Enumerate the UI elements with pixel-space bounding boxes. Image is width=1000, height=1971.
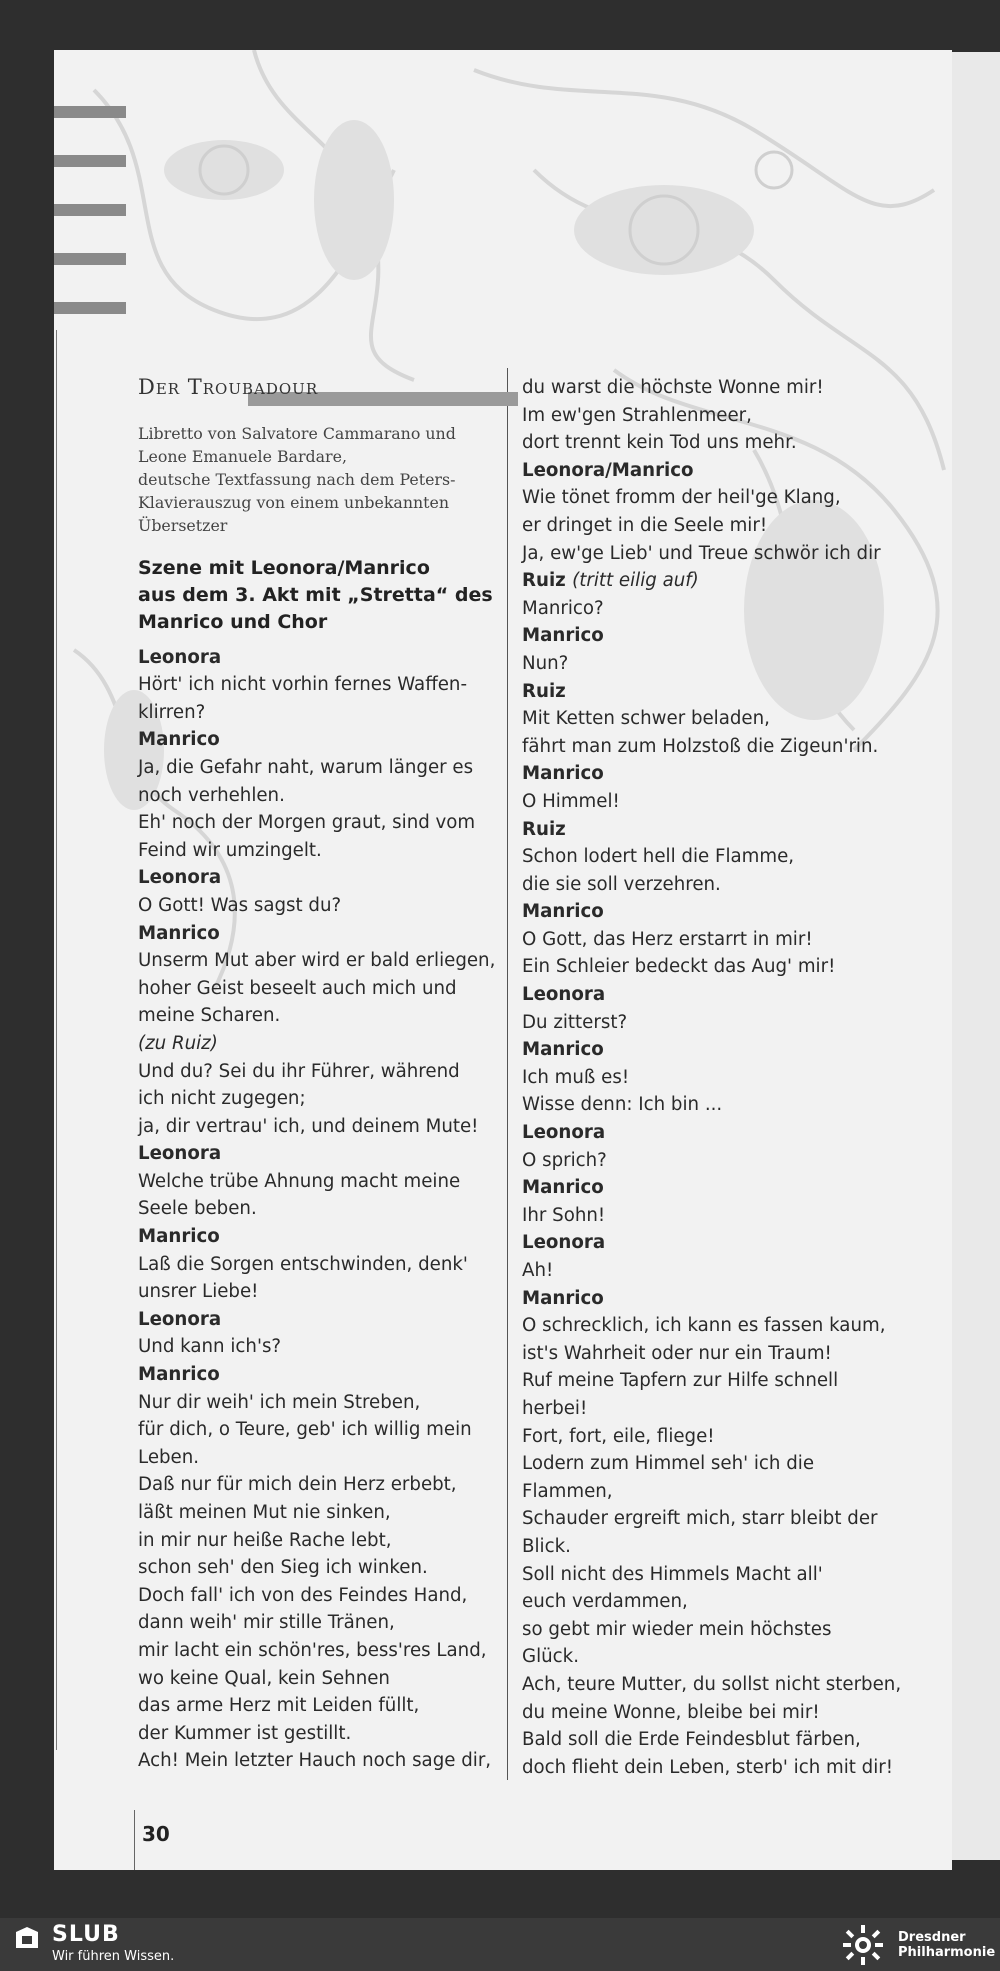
speaker-name: Ruiz xyxy=(522,570,573,592)
credit-line: Übersetzer xyxy=(138,515,228,535)
speaker-name: Leonora xyxy=(138,646,222,668)
libretto-line: der Kummer ist gestillt. xyxy=(138,1722,352,1744)
speaker-name: Ruiz xyxy=(522,818,566,840)
credit-line: Libretto von Salvatore Cammarano und xyxy=(138,423,456,443)
libretto-line: Ach! Mein letzter Hauch noch sage dir, xyxy=(138,1750,492,1772)
libretto-line: O Gott, das Herz erstarrt in mir! xyxy=(522,928,813,950)
libretto-line: so gebt mir wieder mein höchstes xyxy=(522,1618,832,1640)
speaker-name: Manrico xyxy=(522,1287,604,1309)
libretto-line: er dringet in die Seele mir! xyxy=(522,514,768,536)
speaker-name: Leonora/Manrico xyxy=(522,459,694,481)
libretto-line: Laß die Sorgen entschwinden, denk' xyxy=(138,1253,468,1275)
libretto-line: das arme Herz mit Leiden füllt, xyxy=(138,1695,420,1717)
libretto-line: Ruf meine Tapfern zur Hilfe schnell xyxy=(522,1370,839,1392)
libretto-line: Nun? xyxy=(522,652,569,674)
speaker-name: Leonora xyxy=(138,1308,222,1330)
dresdner-philharmonie-logo-icon xyxy=(842,1924,884,1966)
speaker-name: Manrico xyxy=(138,922,220,944)
speaker-name: Leonora xyxy=(522,1232,606,1254)
speaker-name: Manrico xyxy=(522,1177,604,1199)
facing-page-edge xyxy=(952,52,1000,1860)
libretto-line: wo keine Qual, kein Sehnen xyxy=(138,1667,390,1689)
libretto-line: Wie tönet fromm der heil'ge Klang, xyxy=(522,487,841,509)
libretto-line: O Gott! Was sagst du? xyxy=(138,894,342,916)
edge-tab xyxy=(54,302,126,314)
library-name: SLUB xyxy=(52,1922,120,1947)
libretto-line: Bald soll die Erde Feindesblut färben, xyxy=(522,1729,861,1751)
libretto-line: für dich, o Teure, geb' ich willig mein xyxy=(138,1419,472,1441)
libretto-line: meine Scharen. xyxy=(138,1005,281,1027)
libretto-line: doch flieht dein Leben, sterb' ich mit dir! xyxy=(522,1756,894,1778)
libretto-line: Hört' ich nicht vorhin fernes Waffen- xyxy=(138,674,468,696)
libretto-line: du meine Wonne, bleibe bei mir! xyxy=(522,1701,820,1723)
libretto-line: Seele beben. xyxy=(138,1198,257,1220)
libretto-line: ich nicht zugegen; xyxy=(138,1088,306,1110)
libretto-line: fährt man zum Holzstoß die Zigeun'rin. xyxy=(522,735,879,757)
libretto-line: Flammen, xyxy=(522,1480,613,1502)
libretto-line: Unserm Mut aber wird er bald erliegen, xyxy=(138,950,496,972)
left-margin-rule xyxy=(56,330,57,1750)
scene-heading xyxy=(138,555,556,636)
libretto-line: Und du? Sei du ihr Führer, während xyxy=(138,1060,460,1082)
libretto-line: Ah! xyxy=(522,1260,554,1281)
libretto-line: hoher Geist beseelt auch mich und xyxy=(138,977,457,999)
libretto-text-right xyxy=(522,374,947,1781)
libretto-line: Ihr Sohn! xyxy=(522,1204,606,1226)
libretto-line: Lodern zum Himmel seh' ich die xyxy=(522,1453,815,1475)
edge-tab xyxy=(54,253,126,265)
libretto-line: Im ew'gen Strahlenmeer, xyxy=(522,404,752,426)
libretto-line: klirren? xyxy=(138,701,206,723)
libretto-line: Daß nur für mich dein Herz erbebt, xyxy=(138,1474,457,1496)
booklet-page xyxy=(54,50,952,1870)
partner-name-line1: Dresdner xyxy=(898,1930,966,1945)
libretto-line: Doch fall' ich von des Feindes Hand, xyxy=(138,1584,468,1606)
libretto-line: du warst die höchste Wonne mir! xyxy=(522,377,824,398)
libretto-line: dort trennt kein Tod uns mehr. xyxy=(522,432,797,454)
libretto-line: die sie soll verzehren. xyxy=(522,873,721,895)
libretto-line: ist's Wahrheit oder nur ein Traum! xyxy=(522,1342,832,1364)
libretto-line: Wisse denn: Ich bin ... xyxy=(522,1094,723,1116)
libretto-line: Feind wir umzingelt. xyxy=(138,839,322,861)
libretto-line: Ein Schleier bedeckt das Aug' mir! xyxy=(522,956,836,978)
libretto-line: mir lacht ein schön'res, bess'res Land, xyxy=(138,1639,487,1661)
footer-bar xyxy=(0,1918,1000,1971)
stage-direction: (zu Ruiz) xyxy=(138,1032,218,1054)
speaker-name: Leonora xyxy=(522,984,606,1006)
libretto-line: Eh' noch der Morgen graut, sind vom xyxy=(138,812,476,834)
speaker-name: Manrico xyxy=(522,763,604,785)
speaker-name: Manrico xyxy=(522,901,604,923)
edge-tab xyxy=(54,106,126,118)
credit-line: Leone Emanuele Bardare, xyxy=(138,446,347,466)
libretto-line: Fort, fort, eile, fliege! xyxy=(522,1425,715,1447)
edge-tab xyxy=(54,204,126,216)
libretto-line: Schon lodert hell die Flamme, xyxy=(522,846,795,868)
libretto-line: Ja, die Gefahr naht, warum länger es xyxy=(138,756,474,778)
libretto-line: euch verdammen, xyxy=(522,1591,688,1613)
heading-line: Szene mit Leonora/Manrico xyxy=(138,556,430,579)
libretto-line: ja, dir vertrau' ich, und deinem Mute! xyxy=(138,1115,479,1137)
libretto-line: Nur dir weih' ich mein Streben, xyxy=(138,1391,421,1413)
libretto-line: Soll nicht des Himmels Macht all' xyxy=(522,1563,823,1585)
libretto-line: Glück. xyxy=(522,1646,579,1668)
libretto-line: noch verhehlen. xyxy=(138,784,285,806)
libretto-line: Leben. xyxy=(138,1446,200,1468)
document-title-block xyxy=(138,374,556,402)
libretto-line: Blick. xyxy=(522,1535,571,1557)
libretto-line: Ich muß es! xyxy=(522,1066,630,1088)
libretto-credits xyxy=(138,422,556,537)
heading-line: aus dem 3. Akt mit „Stretta“ des xyxy=(138,583,493,606)
library-tagline: Wir führen Wissen. xyxy=(52,1949,175,1964)
edge-tab xyxy=(54,155,126,167)
libretto-line: herbei! xyxy=(522,1397,588,1419)
libretto-line: unsrer Liebe! xyxy=(138,1281,259,1303)
credit-line: Klavierauszug von einem unbekannten xyxy=(138,492,450,512)
speaker-with-direction xyxy=(522,567,947,595)
speaker-name: Manrico xyxy=(522,1039,604,1061)
libretto-line: Ja, ew'ge Lieb' und Treue schwör ich dir xyxy=(522,542,881,564)
libretto-line: Und kann ich's? xyxy=(138,1336,282,1358)
page-number: 30 xyxy=(142,1822,170,1846)
libretto-line: in mir nur heiße Rache lebt, xyxy=(138,1529,392,1551)
heading-line: Manrico und Chor xyxy=(138,610,328,633)
speaker-name: Manrico xyxy=(138,729,220,751)
credit-line: deutsche Textfassung nach dem Peters- xyxy=(138,469,456,489)
libretto-line: Manrico? xyxy=(522,597,604,619)
libretto-line: O Himmel! xyxy=(522,790,620,812)
libretto-text-left xyxy=(138,644,556,1775)
speaker-name: Leonora xyxy=(138,1143,222,1165)
libretto-line: Du zitterst? xyxy=(522,1011,628,1033)
speaker-name: Ruiz xyxy=(522,680,566,702)
libretto-line: Mit Ketten schwer beladen, xyxy=(522,708,770,730)
libretto-line: Schauder ergreift mich, starr bleibt der xyxy=(522,1508,878,1530)
partner-name xyxy=(898,1930,995,1960)
libretto-line: dann weih' mir stille Tränen, xyxy=(138,1612,395,1634)
libretto-line: Ach, teure Mutter, du sollst nicht sterben, xyxy=(522,1673,902,1695)
speaker-name: Leonora xyxy=(138,867,222,889)
speaker-name: Leonora xyxy=(522,1122,606,1144)
libretto-line: O schrecklich, ich kann es fassen kaum, xyxy=(522,1315,886,1337)
right-column xyxy=(522,374,947,1781)
speaker-name: Manrico xyxy=(138,1226,220,1248)
libretto-line: läßt meinen Mut nie sinken, xyxy=(138,1502,391,1523)
page-number-rule xyxy=(134,1810,135,1870)
stage-direction: (tritt eilig auf) xyxy=(572,570,699,592)
slub-logo-icon xyxy=(14,1926,40,1950)
left-column xyxy=(138,374,556,1775)
libretto-line: Welche trübe Ahnung macht meine xyxy=(138,1170,461,1192)
document-title: Der Troubadour xyxy=(138,375,319,399)
libretto-line: O sprich? xyxy=(522,1149,607,1171)
speaker-name: Manrico xyxy=(522,625,604,647)
partner-name-line2: Philharmonie xyxy=(898,1945,996,1960)
libretto-line: schon seh' den Sieg ich winken. xyxy=(138,1557,428,1579)
speaker-name: Manrico xyxy=(138,1364,220,1386)
